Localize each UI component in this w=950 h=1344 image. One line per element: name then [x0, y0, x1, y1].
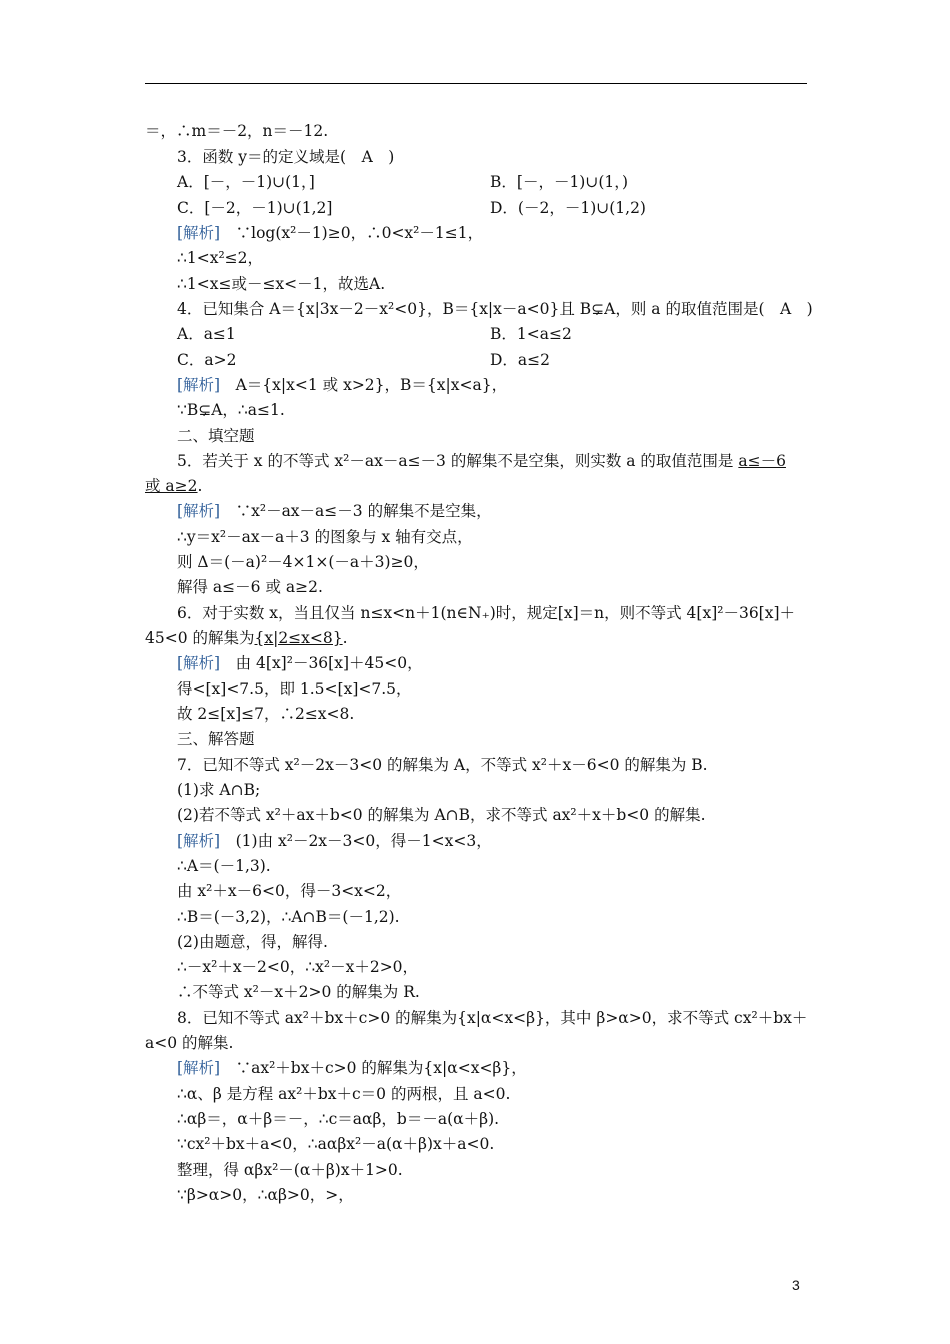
text-line — [177, 1134, 805, 1154]
line-text: ∴1<x²≤2， — [177, 249, 264, 267]
line-text: 5．若关于 x 的不等式 x²－ax－a≤－3 的解集不是空集，则实数 a 的取值范围是 — [177, 452, 739, 470]
text-line — [177, 653, 805, 673]
analysis-tag: [解析] — [177, 376, 221, 394]
line-text: ∵cx²＋bx＋a<0，∴aαβx²－a(α＋β)x＋a<0. — [177, 1135, 495, 1153]
text-line — [177, 932, 805, 952]
line-text: 4．已知集合 A＝{x|3x－2－x²<0}，B＝{x|x－a<0}且 B⊊A，则 a 的取值范围是( A ) — [177, 300, 813, 318]
text-line — [177, 577, 805, 597]
line-text: ∵B⊊A，∴a≤1. — [177, 401, 285, 419]
analysis-tag: [解析] — [177, 832, 221, 850]
line-text: A．[－，－1)∪(1，] — [177, 173, 315, 191]
text-line — [490, 350, 805, 370]
text-line — [177, 223, 805, 243]
line-text: 8．已知不等式 ax²＋bx＋c>0 的解集为{x|α<x<β}，其中 β>α>0，求不等式 cx²＋bx＋ — [177, 1009, 808, 1027]
analysis-tag: [解析] — [177, 502, 221, 520]
line-text: ∴B＝(－3,2)，∴A∩B＝(－1,2). — [177, 908, 400, 926]
line-text: A＝{x|x<1 或 x>2}，B＝{x|x<a}， — [220, 376, 508, 394]
line-text: 则 Δ＝(－a)²－4×1×(－a＋3)≥0， — [177, 553, 429, 571]
line-text: B．1<a≤2 — [490, 325, 572, 343]
line-text: ∵ax²＋bx＋c>0 的解集为{x|α<x<β}， — [220, 1059, 527, 1077]
text-line — [177, 805, 805, 825]
text-line — [177, 375, 805, 395]
line-text: B．[－，－1)∪(1，) — [490, 173, 629, 191]
text-line — [177, 400, 805, 420]
line-text: 6．对于实数 x，当且仅当 n≤x<n＋1(n∈N₊)时，规定[x]＝n，则不等式 4[x]²－36[x]＋ — [177, 604, 796, 622]
line-text: D．(－2，－1)∪(1,2) — [490, 199, 646, 217]
text-line — [177, 729, 805, 749]
line-text: 3．函数 y＝的定义域是( A ) — [177, 148, 395, 166]
text-line — [177, 501, 805, 521]
line-text: C．[－2，－1)∪(1,2] — [177, 199, 333, 217]
text-line — [177, 755, 805, 775]
line-text: 由 4[x]²－36[x]＋45<0， — [220, 654, 423, 672]
text-line — [145, 1033, 805, 1053]
line-text: a<0 的解集. — [145, 1034, 234, 1052]
line-text: 二、填空题 — [177, 427, 255, 445]
answer-text: 或 a≥2 — [145, 477, 198, 495]
analysis-tag: [解析] — [177, 654, 221, 672]
line-text: ∴－x²＋x－2<0，∴x²－x＋2>0， — [177, 958, 419, 976]
text-line — [177, 527, 805, 547]
line-text: A．a≤1 — [177, 325, 236, 343]
text-line — [177, 1185, 805, 1205]
text-line — [177, 780, 805, 800]
text-line — [177, 1058, 805, 1078]
text-line — [177, 831, 805, 851]
line-text: 7．已知不等式 x²－2x－3<0 的解集为 A，不等式 x²＋x－6<0 的解集为 B. — [177, 756, 708, 774]
text-line — [177, 907, 805, 927]
text-line — [177, 704, 805, 724]
line-text: ＝，∴m＝－2，n＝－12. — [145, 122, 329, 140]
line-text: (1)求 A∩B; — [177, 781, 261, 799]
header-rule — [145, 83, 807, 84]
line-text: ∵β>α>0，∴αβ>0，>， — [177, 1186, 354, 1204]
line-text: 故 2≤[x]≤7，∴2≤x<8. — [177, 705, 355, 723]
line-text: (1)由 x²－2x－3<0，得－1<x<3， — [220, 832, 492, 850]
line-text: ∴α、β 是方程 ax²＋bx＋c＝0 的两根，且 a<0. — [177, 1085, 511, 1103]
line-text: ∴不等式 x²－x＋2>0 的解集为 R. — [177, 983, 420, 1001]
answer-text: {x|2≤x<8} — [254, 629, 343, 647]
text-line — [177, 1109, 805, 1129]
text-line — [177, 426, 805, 446]
text-line — [145, 628, 805, 648]
text-line — [177, 1160, 805, 1180]
analysis-tag: [解析] — [177, 224, 221, 242]
text-line — [177, 1008, 808, 1028]
text-line — [177, 299, 813, 319]
line-text: . — [342, 629, 348, 647]
line-text: (2)由题意，得，解得. — [177, 933, 328, 951]
line-text: ∵x²－ax－a≤－3 的解集不是空集， — [220, 502, 492, 520]
line-text: 三、解答题 — [177, 730, 255, 748]
page-number: 3 — [792, 1277, 800, 1293]
analysis-tag: [解析] — [177, 1059, 221, 1077]
line-text: D．a≤2 — [490, 351, 551, 369]
text-line — [490, 324, 805, 344]
text-line — [177, 451, 805, 471]
line-text: 由 x²＋x－6<0，得－3<x<2， — [177, 882, 402, 900]
line-text: 整理，得 αβx²－(α＋β)x＋1>0. — [177, 1161, 403, 1179]
text-line — [177, 881, 805, 901]
line-text: 得<[x]<7.5，即 1.5<[x]<7.5， — [177, 680, 412, 698]
line-text: ∴αβ＝，α＋β＝－，∴c＝aαβ，b＝－a(α＋β). — [177, 1110, 500, 1128]
text-line — [490, 198, 805, 218]
line-text: . — [197, 477, 203, 495]
text-line — [177, 982, 805, 1002]
text-line — [145, 476, 805, 496]
text-line — [177, 274, 805, 294]
text-line — [177, 1084, 805, 1104]
text-line — [490, 172, 805, 192]
text-line — [177, 248, 805, 268]
line-text: (2)若不等式 x²＋ax＋b<0 的解集为 A∩B，求不等式 ax²＋x＋b<0 的解集. — [177, 806, 706, 824]
line-text: ∴1<x≤或－≤x<－1，故选A. — [177, 275, 386, 293]
line-text: ∴A＝(－1,3). — [177, 857, 271, 875]
line-text: ∵log(x²－1)≥0，∴0<x²－1≤1， — [220, 224, 484, 242]
text-line — [177, 147, 805, 167]
text-line — [177, 856, 805, 876]
text-line — [177, 957, 805, 977]
line-text: ∴y＝x²－ax－a＋3 的图象与 x 轴有交点， — [177, 528, 473, 546]
answer-text: a≤－6 — [738, 452, 786, 470]
text-line — [177, 552, 805, 572]
line-text: C．a>2 — [177, 351, 237, 369]
text-line — [177, 603, 805, 623]
line-text: 解得 a≤－6 或 a≥2. — [177, 578, 323, 596]
line-text: 45<0 的解集为 — [145, 629, 255, 647]
text-line — [177, 679, 805, 699]
text-line — [145, 121, 805, 141]
